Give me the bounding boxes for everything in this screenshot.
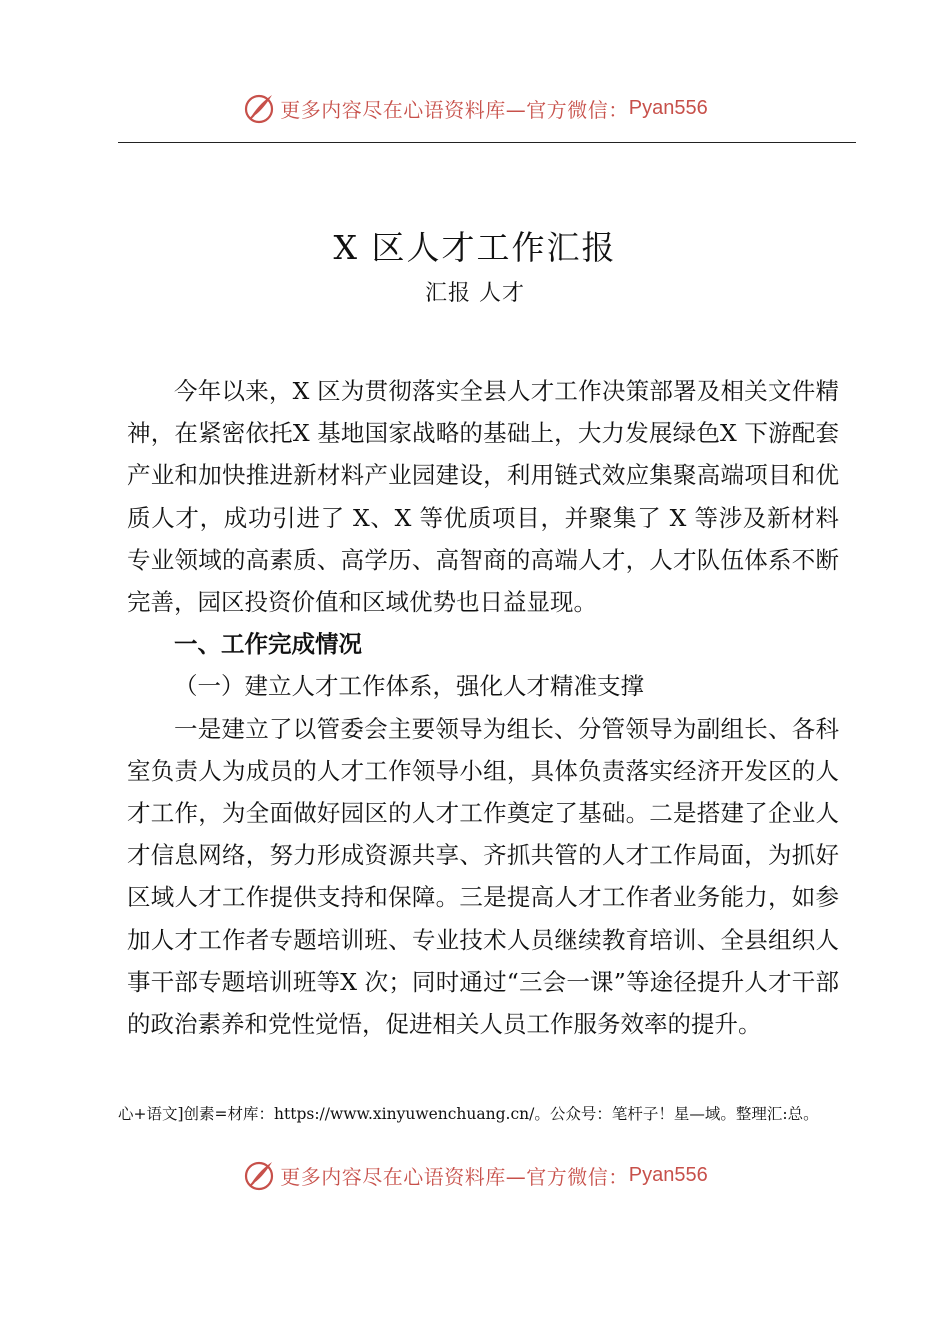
banner-wechat-id: Pyan556 [628, 1163, 708, 1186]
banner-text: 更多内容尽在心语资料库—官方微信： [280, 1164, 629, 1189]
header-divider [118, 142, 856, 143]
document-subtitle: 汇报 人才 [425, 281, 525, 306]
document-title: X 区人才工作汇报 [333, 228, 617, 267]
source-note: 心+语文]创素=材库：https://www.xinyuwenchuang.cn/。公众号：笔杆子！星—域。整理汇:总。 [118, 1105, 819, 1123]
document-body [127, 370, 839, 1045]
intro-paragraph: 今年以来，X 区为贯彻落实全县人才工作决策部署及相关文件精神，在紧密依托X 基地国家战略的基础上，大力发展绿色X 下游配套产业和加快推进新材料产业园建设，利用链式效应集聚高端项目和优质人才，成功引进了 X、X 等优质项目，并聚集了 X 等涉及新材料专业领域的高素质、高学历、高智商的高端人才，人才队伍体系不断完善，园区投资价值和区域优势也日益显现。 [127, 377, 839, 617]
subsection-heading: （一）建立人才工作体系，强化人才精准支撑 [174, 672, 644, 701]
banner-text: 更多内容尽在心语资料库—官方微信： [280, 97, 629, 122]
body-paragraph: 一是建立了以管委会主要领导为组长、分管领导为副组长、各科室负责人为成员的人才工作领导小组，具体负责落实经济开发区的人才工作，为全面做好园区的人才工作奠定了基础。二是搭建了企业人才信息网络，努力形成资源共享、齐抓共管的人才工作局面，为抓好区域人才工作提供支持和保障。三是提高人才工作者业务能力，如参加人才工作者专题培训班、专业技术人员继续教育培训、全县组织人事干部专题培训班等X 次；同时通过“三会一课”等途径提升人才干部的政治素养和党性觉悟，促进相关人员工作服务效率的提升。 [127, 714, 839, 1039]
header-banner [0, 88, 950, 128]
feather-pen-logo-icon [242, 1158, 276, 1192]
banner-wechat-id: Pyan556 [628, 96, 708, 119]
footer-banner [0, 1155, 950, 1195]
feather-pen-logo-icon [242, 91, 276, 125]
section-heading: 一、工作完成情况 [174, 630, 362, 659]
